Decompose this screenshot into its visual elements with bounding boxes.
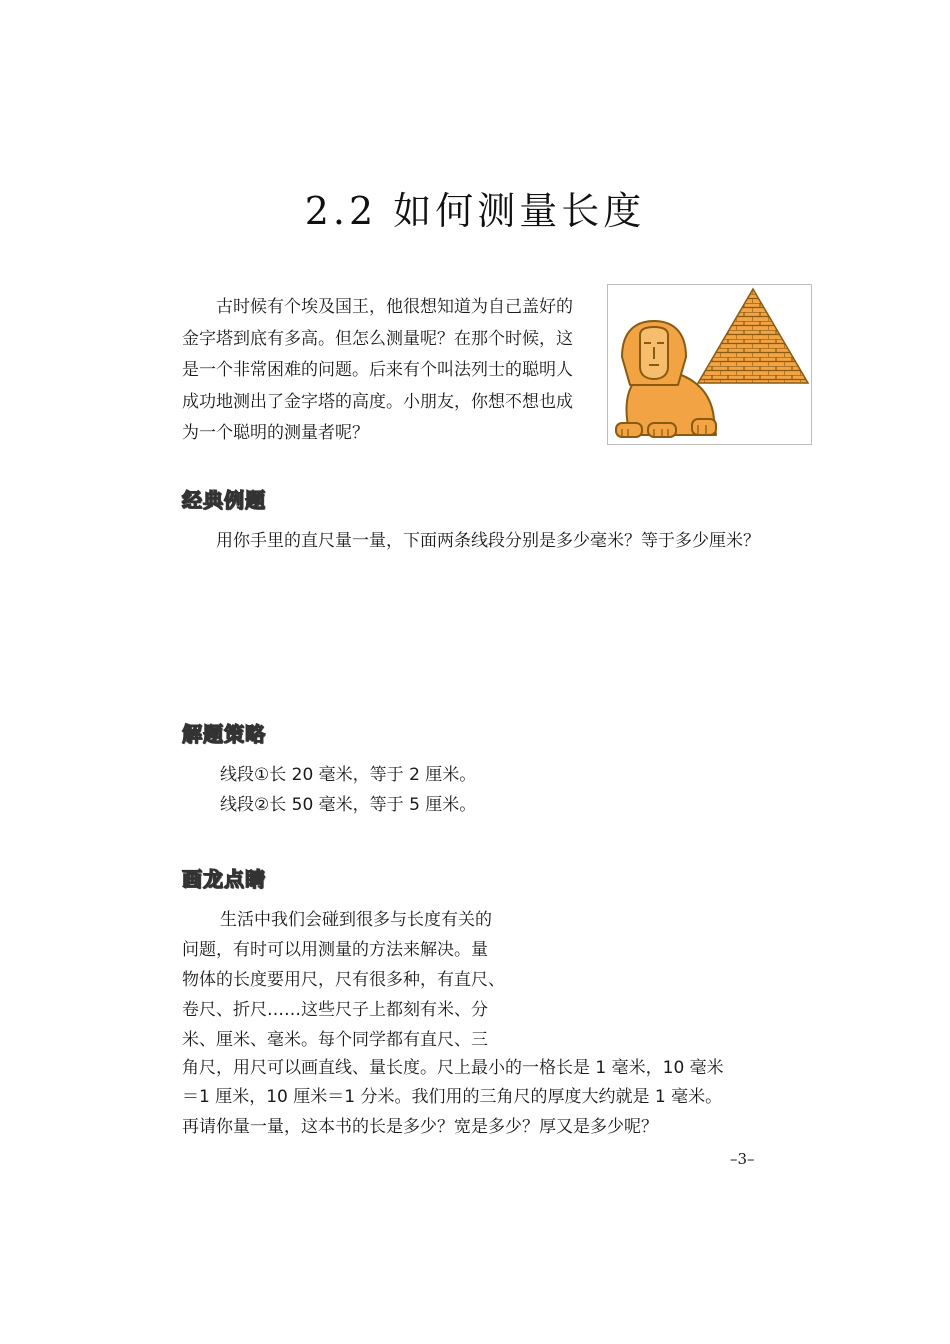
insight-line-8: 再请你量一量，这本书的长是多少？宽是多少？厚又是多少呢？ — [182, 1117, 658, 1137]
example-question: 用你手里的直尺量一量，下面两条线段分别是多少毫米？等于多少厘米？ — [216, 531, 760, 551]
insight-line-1: 生活中我们会碰到很多与长度有关的 — [220, 910, 492, 930]
section-heading-insight: 画龙点睛 — [182, 867, 266, 891]
sphinx-pyramid-illustration — [607, 284, 812, 445]
insight-line-7: ＝1 厘米，10 厘米＝1 分米。我们用的三角尺的厚度大约就是 1 毫米。 — [182, 1087, 723, 1107]
insight-line-3: 物体的长度要用尺，尺有很多种，有直尺、 — [182, 970, 505, 990]
page-title: 2.2 如何测量长度 — [304, 189, 646, 233]
pyramid-icon — [698, 289, 808, 383]
strategy-line-2: 线段②长 50 毫米，等于 5 厘米。 — [220, 795, 477, 815]
insight-line-4: 卷尺、折尺……这些尺子上都刻有米、分 — [182, 1000, 488, 1020]
section-heading-strategy: 解题策略 — [182, 722, 266, 746]
illustration-drawing — [608, 285, 811, 444]
section-heading-example: 经典例题 — [182, 488, 266, 512]
insight-line-6: 角尺，用尺可以画直线、量长度。尺上最小的一格长是 1 毫米，10 毫米 — [182, 1058, 724, 1078]
insight-line-2: 问题，有时可以用测量的方法来解决。量 — [182, 940, 488, 960]
insight-line-5: 米、厘米、毫米。每个同学都有直尺、三 — [182, 1030, 488, 1050]
intro-paragraph: 古时候有个埃及国王，他很想知道为自己盖好的金字塔到底有多高。但怎么测量呢？在那个时候，这是一个非常困难的问题。后来有个叫法列士的聪明人成功地测出了金字塔的高度。小朋友，你想不想也成为一个聪明的测量者呢？ — [182, 297, 573, 443]
strategy-line-1: 线段①长 20 毫米，等于 2 厘米。 — [220, 765, 477, 785]
page-number: –3– — [730, 1150, 755, 1168]
